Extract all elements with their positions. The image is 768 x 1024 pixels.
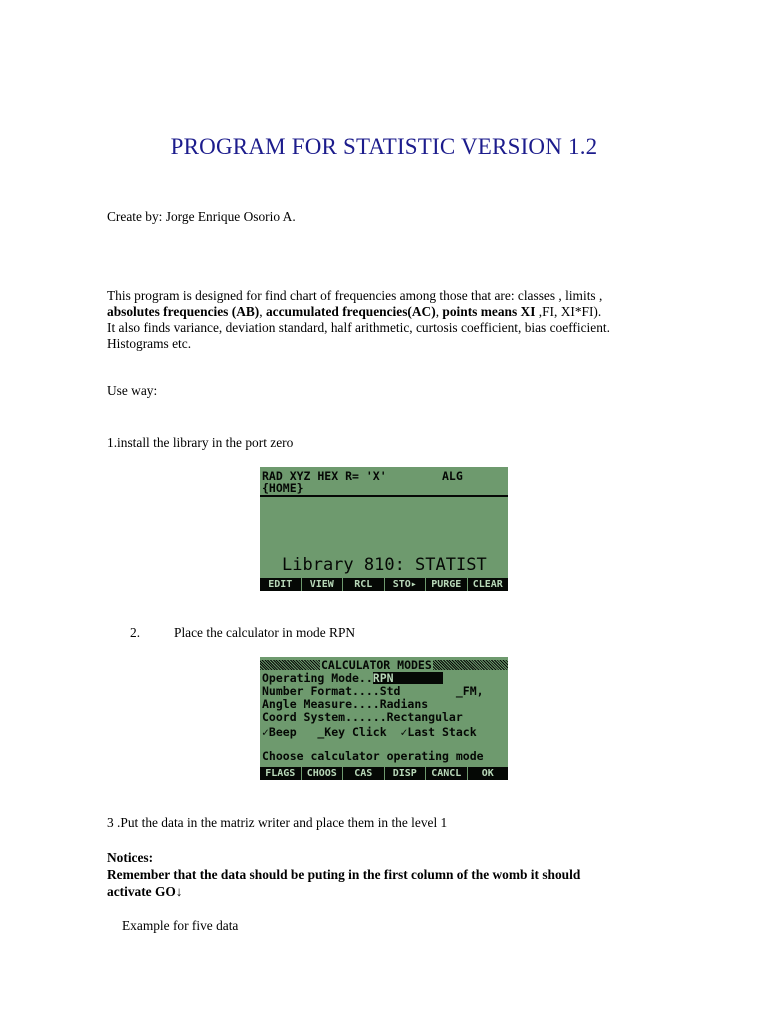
notice-line-2: activate GO↓ <box>107 884 183 899</box>
screen1-softkeys <box>260 578 508 591</box>
softkey-choos: CHOOS <box>302 767 344 780</box>
intro-sep-1: , <box>259 304 266 319</box>
step-1: 1.install the library in the port zero <box>107 435 294 450</box>
screen1-path-line: {HOME} <box>262 481 304 495</box>
example-text: Example for five data <box>122 918 239 933</box>
screen2-number-format: Number Format....Std _FM, <box>262 684 484 698</box>
screen2-coord-system: Coord System......Rectangular <box>262 710 463 724</box>
softkey-flags: FLAGS <box>260 767 302 780</box>
step-2-text: Place the calculator in mode RPN <box>174 625 356 640</box>
screen2-softkeys <box>260 767 508 780</box>
softkey-disp: DISP <box>385 767 427 780</box>
softkey-view: VIEW <box>302 578 344 591</box>
screen2-prompt: Choose calculator operating mode <box>262 749 484 763</box>
screen2-beep-line: ✓Beep _Key Click ✓Last Stack <box>262 725 477 739</box>
intro-bold-accumulated: accumulated frequencies(AC) <box>265 304 436 319</box>
screen2-angle-measure: Angle Measure....Radians <box>262 697 429 711</box>
calculator-screen-library <box>260 467 508 591</box>
screen2-operating-mode <box>262 672 443 684</box>
softkey-purge: PURGE <box>426 578 468 591</box>
intro-bold-absolutes: absolutes frequencies (AB) <box>107 304 260 319</box>
screen2-header-line <box>260 659 508 671</box>
intro-tail: ,FI, XI*FI). <box>535 304 602 319</box>
document-title: PROGRAM FOR STATISTIC VERSION 1.2 <box>170 134 598 159</box>
screen2-hatch-right <box>433 660 508 670</box>
screen2-op-label: Operating Mode.. <box>262 671 373 685</box>
screen1-divider <box>260 495 508 497</box>
step-3: 3 .Put the data in the matriz writer and place them in the level 1 <box>107 815 448 830</box>
screen2-hatch-left <box>260 660 320 670</box>
softkey-cancl: CANCL <box>426 767 468 780</box>
softkey-clear: CLEAR <box>472 579 503 590</box>
softkey-edit: EDIT <box>260 578 302 591</box>
intro-line-2 <box>107 304 747 320</box>
intro-sep-2: , <box>435 304 443 319</box>
intro-line-1: This program is designed for find chart of frequencies among those that are: classes , limits , <box>107 288 603 303</box>
screen2-header: CALCULATOR MODES <box>321 658 432 672</box>
intro-line-3: It also finds variance, deviation standard, half arithmetic, curtosis coefficient, bias coefficient. <box>107 320 610 335</box>
calculator-screen-modes <box>260 657 508 780</box>
screen1-status-line: RAD XYZ HEX R= 'X' ALG <box>262 469 463 483</box>
softkey-ok: OK <box>481 768 494 779</box>
notices-label: Notices: <box>107 850 154 865</box>
step-2-number: 2. <box>130 625 141 640</box>
intro-paragraph <box>107 288 747 352</box>
softkey-rcl: RCL <box>343 578 385 591</box>
intro-bold-points: points means XI <box>442 304 536 319</box>
softkey-cas: CAS <box>343 767 385 780</box>
screen1-library-line: Library 810: STATIST <box>282 555 487 575</box>
use-way-heading: Use way: <box>107 383 158 398</box>
screen2-op-value: RPN <box>373 672 443 684</box>
author-line: Create by: Jorge Enrique Osorio A. <box>107 209 296 224</box>
softkey-sto: STO▸ <box>385 578 427 591</box>
intro-line-4: Histograms etc. <box>107 336 192 351</box>
notice-line-1: Remember that the data should be puting in the first column of the womb it should <box>107 867 581 882</box>
